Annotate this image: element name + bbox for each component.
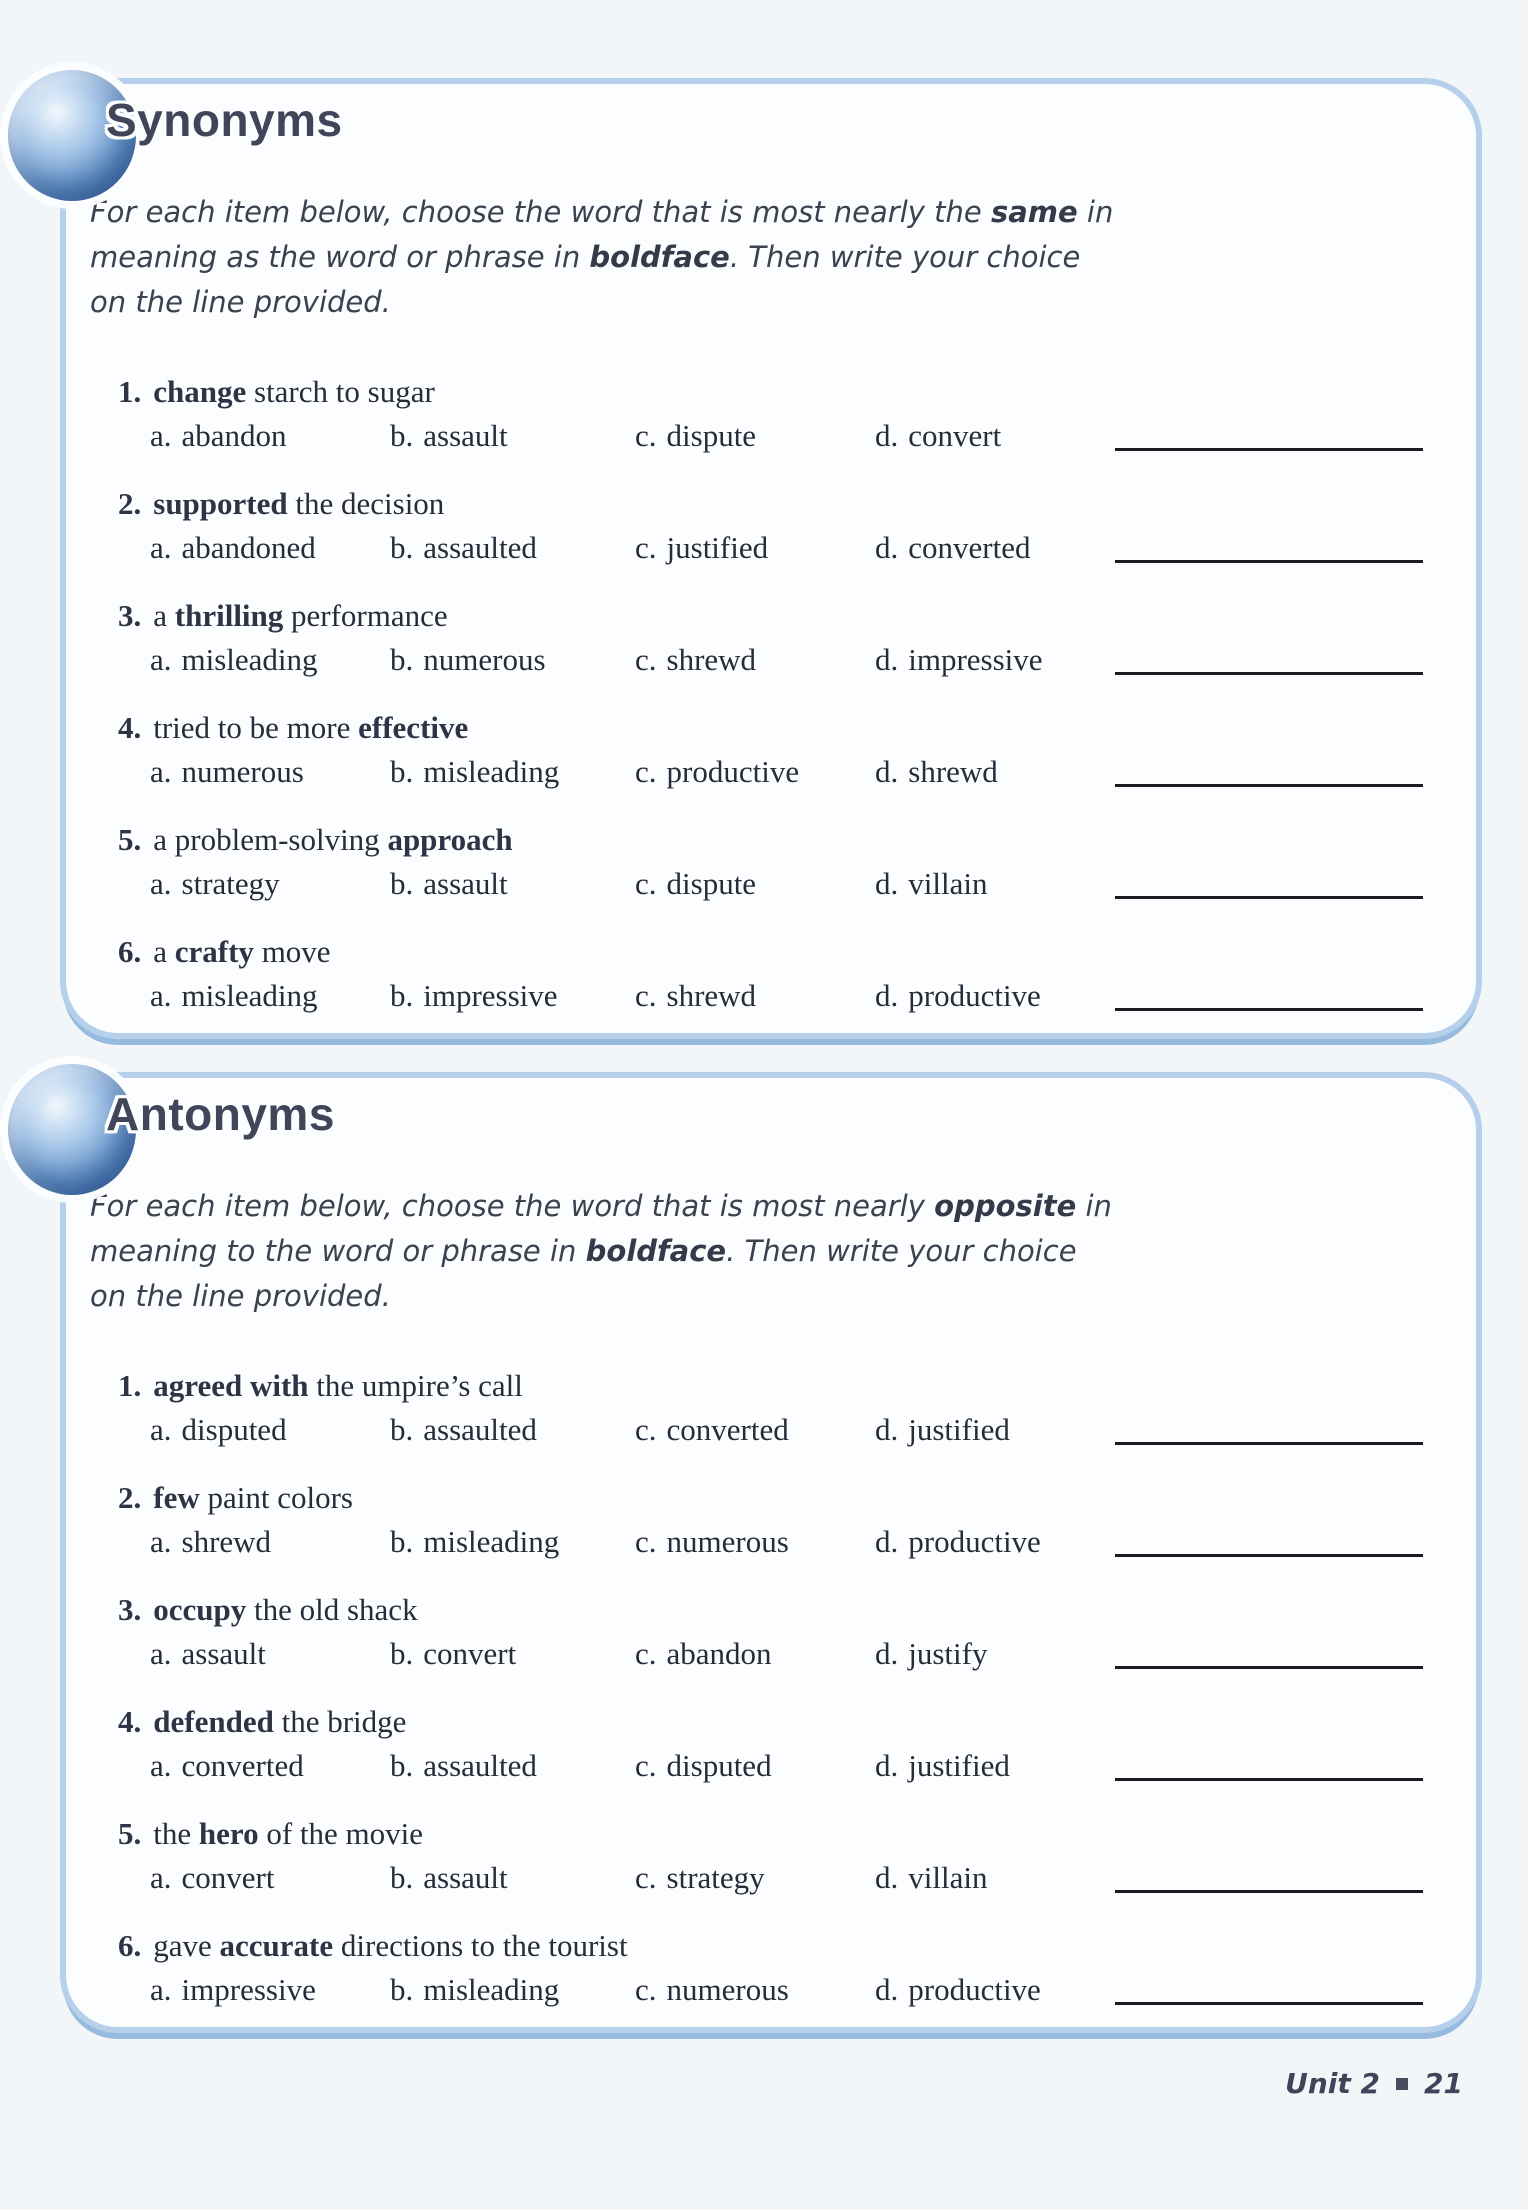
answer-option bbox=[390, 1520, 635, 1564]
option-word: numerous bbox=[666, 1524, 789, 1559]
option-word: numerous bbox=[181, 754, 304, 789]
option-letter: b. bbox=[390, 1860, 414, 1895]
option-word: converted bbox=[666, 1412, 789, 1447]
answer-line bbox=[1115, 1442, 1423, 1445]
answer-option bbox=[875, 1408, 1115, 1452]
question-text bbox=[153, 374, 435, 409]
text-segment: of the movie bbox=[258, 1816, 424, 1851]
section-title: Synonyms bbox=[106, 94, 343, 146]
option-word: shrewd bbox=[666, 642, 757, 677]
question-prompt bbox=[118, 370, 1476, 414]
option-word: assaulted bbox=[423, 1412, 537, 1447]
answer-option bbox=[390, 750, 635, 794]
bold-text-segment: crafty bbox=[174, 934, 254, 969]
exercise-section-box bbox=[60, 1072, 1482, 2033]
answer-option bbox=[390, 1744, 635, 1788]
option-word: convert bbox=[181, 1860, 275, 1895]
option-word: assault bbox=[423, 1860, 508, 1895]
question-text bbox=[153, 1592, 417, 1627]
answer-option bbox=[635, 1744, 875, 1788]
answer-option bbox=[875, 638, 1115, 682]
question-text bbox=[153, 822, 512, 857]
answer-option bbox=[635, 750, 875, 794]
option-letter: d. bbox=[875, 418, 899, 453]
option-letter: a. bbox=[150, 530, 172, 565]
answer-option bbox=[635, 414, 875, 458]
question-number: 4. bbox=[118, 1704, 142, 1739]
section-instructions bbox=[90, 1184, 1476, 1319]
answer-option bbox=[635, 638, 875, 682]
page-footer bbox=[0, 2067, 1463, 2100]
option-letter: b. bbox=[390, 978, 414, 1013]
bold-text-segment: accurate bbox=[219, 1928, 334, 1963]
option-word: strategy bbox=[666, 1860, 765, 1895]
question-number: 2. bbox=[118, 1480, 142, 1515]
option-letter: b. bbox=[390, 1748, 414, 1783]
question-item bbox=[66, 706, 1476, 794]
option-letter: a. bbox=[150, 1524, 172, 1559]
answer-option bbox=[635, 862, 875, 906]
option-letter: d. bbox=[875, 1636, 899, 1671]
bold-text-segment: supported bbox=[153, 486, 288, 521]
option-word: shrewd bbox=[181, 1524, 272, 1559]
question-number: 3. bbox=[118, 598, 142, 633]
option-letter: a. bbox=[150, 1412, 172, 1447]
answer-option bbox=[150, 750, 390, 794]
question-number: 6. bbox=[118, 1928, 142, 1963]
answer-option bbox=[875, 750, 1115, 794]
worksheet-page bbox=[0, 78, 1528, 2210]
text-segment: a problem-solving bbox=[153, 822, 388, 857]
option-word: abandoned bbox=[181, 530, 316, 565]
question-prompt bbox=[118, 1812, 1476, 1856]
answer-option bbox=[150, 414, 390, 458]
option-letter: a. bbox=[150, 866, 172, 901]
text-segment: performance bbox=[283, 598, 448, 633]
answer-option bbox=[150, 862, 390, 906]
option-word: strategy bbox=[181, 866, 280, 901]
option-word: justified bbox=[908, 1412, 1010, 1447]
option-word: convert bbox=[908, 418, 1002, 453]
question-item bbox=[66, 1588, 1476, 1676]
option-word: disputed bbox=[181, 1412, 287, 1447]
text-segment: directions to the tourist bbox=[333, 1928, 628, 1963]
option-letter: b. bbox=[390, 1524, 414, 1559]
question-item bbox=[66, 1476, 1476, 1564]
option-word: productive bbox=[908, 978, 1041, 1013]
answer-line bbox=[1115, 1890, 1423, 1893]
bold-text-segment: hero bbox=[198, 1816, 259, 1851]
text-segment: meaning to the word or phrase in bbox=[90, 1234, 586, 1268]
option-letter: d. bbox=[875, 642, 899, 677]
option-letter: a. bbox=[150, 1748, 172, 1783]
answer-option bbox=[390, 1408, 635, 1452]
bold-text-segment: change bbox=[153, 374, 247, 409]
option-letter: a. bbox=[150, 978, 172, 1013]
option-letter: a. bbox=[150, 1972, 172, 2007]
worksheet-body bbox=[0, 78, 1528, 2033]
option-letter: b. bbox=[390, 1412, 414, 1447]
text-segment: the umpire’s call bbox=[308, 1368, 523, 1403]
answer-option bbox=[150, 1968, 390, 2012]
option-letter: a. bbox=[150, 418, 172, 453]
option-word: abandon bbox=[181, 418, 287, 453]
option-word: converted bbox=[181, 1748, 304, 1783]
answer-option bbox=[390, 1856, 635, 1900]
option-word: shrewd bbox=[908, 754, 998, 789]
option-letter: d. bbox=[875, 1860, 899, 1895]
instruction-line bbox=[90, 235, 1476, 280]
text-segment: in bbox=[1077, 195, 1114, 229]
option-letter: d. bbox=[875, 978, 899, 1013]
option-letter: b. bbox=[390, 1636, 414, 1671]
option-word: converted bbox=[908, 530, 1031, 565]
answer-option bbox=[390, 1632, 635, 1676]
instruction-line bbox=[90, 280, 1476, 325]
option-letter: c. bbox=[635, 1636, 657, 1671]
answer-option bbox=[150, 526, 390, 570]
answer-line bbox=[1115, 896, 1423, 899]
question-item bbox=[66, 1812, 1476, 1900]
text-segment: on the line provided. bbox=[90, 285, 391, 319]
option-word: misleading bbox=[423, 754, 560, 789]
question-options-row bbox=[150, 1632, 1476, 1676]
option-word: disputed bbox=[666, 1748, 772, 1783]
answer-option bbox=[875, 1744, 1115, 1788]
answer-line bbox=[1115, 672, 1423, 675]
question-item bbox=[66, 930, 1476, 1018]
section-instructions bbox=[90, 190, 1476, 325]
option-letter: a. bbox=[150, 754, 172, 789]
exercise-section-box bbox=[60, 78, 1482, 1039]
instruction-line bbox=[90, 1229, 1476, 1274]
answer-line bbox=[1115, 2002, 1423, 2005]
question-item bbox=[66, 594, 1476, 682]
option-letter: b. bbox=[390, 1972, 414, 2007]
option-word: assaulted bbox=[423, 1748, 537, 1783]
question-item bbox=[66, 370, 1476, 458]
text-segment: the old shack bbox=[246, 1592, 418, 1627]
question-text bbox=[153, 1480, 353, 1515]
text-segment: gave bbox=[153, 1928, 220, 1963]
option-word: assaulted bbox=[423, 530, 537, 565]
option-letter: b. bbox=[390, 754, 414, 789]
option-letter: b. bbox=[390, 642, 414, 677]
option-word: villain bbox=[908, 1860, 988, 1895]
question-options-row bbox=[150, 750, 1476, 794]
answer-option bbox=[390, 862, 635, 906]
option-letter: d. bbox=[875, 1748, 899, 1783]
answer-line bbox=[1115, 1008, 1423, 1011]
footer-page-number: 21 bbox=[1424, 2067, 1463, 2100]
option-word: assault bbox=[423, 866, 508, 901]
answer-line bbox=[1115, 1554, 1423, 1557]
option-letter: c. bbox=[635, 1860, 657, 1895]
answer-option bbox=[875, 526, 1115, 570]
question-number: 4. bbox=[118, 710, 142, 745]
option-letter: a. bbox=[150, 1860, 172, 1895]
instruction-line bbox=[90, 190, 1476, 235]
question-number: 5. bbox=[118, 1816, 142, 1851]
bold-text-segment: defended bbox=[153, 1704, 274, 1739]
option-word: impressive bbox=[908, 642, 1043, 677]
answer-option bbox=[635, 1968, 875, 2012]
text-segment: a bbox=[153, 598, 175, 633]
option-letter: c. bbox=[635, 866, 657, 901]
question-prompt bbox=[118, 482, 1476, 526]
text-segment: paint colors bbox=[199, 1480, 353, 1515]
question-number: 6. bbox=[118, 934, 142, 969]
text-segment: a bbox=[153, 934, 175, 969]
question-list bbox=[66, 1364, 1476, 2012]
question-text bbox=[153, 710, 468, 745]
question-item bbox=[66, 482, 1476, 570]
answer-option bbox=[875, 974, 1115, 1018]
footer-unit-label: Unit 2 bbox=[1285, 2067, 1381, 2100]
answer-option bbox=[635, 1856, 875, 1900]
answer-option bbox=[150, 974, 390, 1018]
text-segment: For each item below, choose the word that is most nearly bbox=[90, 1189, 935, 1223]
option-letter: c. bbox=[635, 978, 657, 1013]
question-options-row bbox=[150, 1968, 1476, 2012]
option-letter: a. bbox=[150, 1636, 172, 1671]
question-prompt bbox=[118, 1924, 1476, 1968]
option-word: misleading bbox=[181, 642, 318, 677]
question-prompt bbox=[118, 1364, 1476, 1408]
text-segment: For each item below, choose the word that is most nearly the bbox=[90, 195, 991, 229]
text-segment: the decision bbox=[287, 486, 445, 521]
option-word: impressive bbox=[181, 1972, 316, 2007]
option-letter: c. bbox=[635, 530, 657, 565]
answer-option bbox=[635, 1632, 875, 1676]
bold-text-segment: opposite bbox=[934, 1189, 1077, 1223]
bold-text-segment: few bbox=[153, 1480, 200, 1515]
question-number: 2. bbox=[118, 486, 142, 521]
answer-option bbox=[390, 1968, 635, 2012]
option-letter: c. bbox=[635, 1524, 657, 1559]
option-word: impressive bbox=[423, 978, 558, 1013]
option-word: productive bbox=[908, 1972, 1041, 2007]
answer-option bbox=[150, 1632, 390, 1676]
option-letter: c. bbox=[635, 418, 657, 453]
option-letter: d. bbox=[875, 1412, 899, 1447]
question-item bbox=[66, 818, 1476, 906]
question-prompt bbox=[118, 594, 1476, 638]
option-letter: c. bbox=[635, 754, 657, 789]
instruction-line bbox=[90, 1274, 1476, 1319]
question-prompt bbox=[118, 1700, 1476, 1744]
answer-line bbox=[1115, 784, 1423, 787]
instruction-line bbox=[90, 1184, 1476, 1229]
answer-option bbox=[390, 638, 635, 682]
option-word: abandon bbox=[666, 1636, 772, 1671]
question-text bbox=[153, 1368, 523, 1403]
option-word: productive bbox=[666, 754, 800, 789]
text-segment: meaning as the word or phrase in bbox=[90, 240, 590, 274]
answer-option bbox=[875, 1856, 1115, 1900]
answer-option bbox=[875, 1520, 1115, 1564]
option-letter: b. bbox=[390, 866, 414, 901]
question-options-row bbox=[150, 1408, 1476, 1452]
answer-option bbox=[635, 1520, 875, 1564]
question-options-row bbox=[150, 974, 1476, 1018]
question-number: 5. bbox=[118, 822, 142, 857]
option-word: productive bbox=[908, 1524, 1041, 1559]
option-letter: d. bbox=[875, 1524, 899, 1559]
text-segment: tried to be more bbox=[153, 710, 359, 745]
text-segment: the bbox=[153, 1816, 199, 1851]
text-segment: the bridge bbox=[273, 1704, 407, 1739]
question-prompt bbox=[118, 706, 1476, 750]
text-segment: starch to sugar bbox=[246, 374, 435, 409]
square-bullet-icon bbox=[1396, 2078, 1408, 2090]
option-word: dispute bbox=[666, 418, 757, 453]
option-letter: b. bbox=[390, 530, 414, 565]
option-word: shrewd bbox=[666, 978, 757, 1013]
answer-option bbox=[390, 414, 635, 458]
text-segment: on the line provided. bbox=[90, 1279, 391, 1313]
option-letter: c. bbox=[635, 1748, 657, 1783]
question-options-row bbox=[150, 1744, 1476, 1788]
option-word: dispute bbox=[666, 866, 757, 901]
option-word: numerous bbox=[423, 642, 546, 677]
answer-option bbox=[635, 526, 875, 570]
question-options-row bbox=[150, 862, 1476, 906]
question-options-row bbox=[150, 638, 1476, 682]
bold-text-segment: agreed with bbox=[153, 1368, 309, 1403]
bold-text-segment: boldface bbox=[589, 240, 730, 274]
option-letter: a. bbox=[150, 642, 172, 677]
bold-text-segment: same bbox=[990, 195, 1078, 229]
answer-option bbox=[150, 1408, 390, 1452]
question-prompt bbox=[118, 1588, 1476, 1632]
option-word: convert bbox=[423, 1636, 517, 1671]
question-text bbox=[153, 1816, 423, 1851]
bold-text-segment: occupy bbox=[153, 1592, 247, 1627]
question-prompt bbox=[118, 818, 1476, 862]
answer-option bbox=[150, 1856, 390, 1900]
bold-text-segment: approach bbox=[387, 822, 513, 857]
answer-option bbox=[875, 1968, 1115, 2012]
option-letter: b. bbox=[390, 418, 414, 453]
question-item bbox=[66, 1700, 1476, 1788]
answer-option bbox=[150, 638, 390, 682]
answer-option bbox=[390, 974, 635, 1018]
question-number: 3. bbox=[118, 1592, 142, 1627]
option-word: justify bbox=[908, 1636, 988, 1671]
option-word: assault bbox=[181, 1636, 266, 1671]
option-word: justified bbox=[908, 1748, 1010, 1783]
question-text bbox=[153, 1704, 406, 1739]
text-segment: move bbox=[253, 934, 331, 969]
question-item bbox=[66, 1924, 1476, 2012]
question-text bbox=[153, 934, 330, 969]
question-text bbox=[153, 598, 447, 633]
answer-option bbox=[875, 414, 1115, 458]
question-text bbox=[153, 1928, 627, 1963]
option-word: assault bbox=[423, 418, 508, 453]
answer-option bbox=[150, 1744, 390, 1788]
option-letter: c. bbox=[635, 642, 657, 677]
answer-option bbox=[635, 974, 875, 1018]
question-list bbox=[66, 370, 1476, 1018]
answer-line bbox=[1115, 1666, 1423, 1669]
question-options-row bbox=[150, 414, 1476, 458]
option-word: misleading bbox=[423, 1524, 560, 1559]
option-word: numerous bbox=[666, 1972, 789, 2007]
answer-line bbox=[1115, 1778, 1423, 1781]
text-segment: . Then write your choice bbox=[729, 240, 1081, 274]
option-word: justified bbox=[666, 530, 769, 565]
question-prompt bbox=[118, 1476, 1476, 1520]
answer-option bbox=[875, 1632, 1115, 1676]
section-title: Antonyms bbox=[106, 1088, 335, 1140]
question-prompt bbox=[118, 930, 1476, 974]
answer-line bbox=[1115, 560, 1423, 563]
option-word: misleading bbox=[423, 1972, 560, 2007]
option-letter: c. bbox=[635, 1972, 657, 2007]
question-options-row bbox=[150, 526, 1476, 570]
answer-option bbox=[875, 862, 1115, 906]
option-word: villain bbox=[908, 866, 988, 901]
question-number: 1. bbox=[118, 374, 142, 409]
option-letter: d. bbox=[875, 866, 899, 901]
question-options-row bbox=[150, 1520, 1476, 1564]
answer-line bbox=[1115, 448, 1423, 451]
question-text bbox=[153, 486, 444, 521]
question-options-row bbox=[150, 1856, 1476, 1900]
text-segment: . Then write your choice bbox=[726, 1234, 1077, 1268]
answer-option bbox=[635, 1408, 875, 1452]
answer-option bbox=[390, 526, 635, 570]
question-item bbox=[66, 1364, 1476, 1452]
text-segment: in bbox=[1076, 1189, 1112, 1223]
option-word: misleading bbox=[181, 978, 318, 1013]
option-letter: d. bbox=[875, 1972, 899, 2007]
bold-text-segment: effective bbox=[358, 710, 469, 745]
bold-text-segment: thrilling bbox=[174, 598, 284, 633]
answer-option bbox=[150, 1520, 390, 1564]
question-number: 1. bbox=[118, 1368, 142, 1403]
option-letter: d. bbox=[875, 754, 899, 789]
bold-text-segment: boldface bbox=[585, 1234, 727, 1268]
option-letter: d. bbox=[875, 530, 899, 565]
option-letter: c. bbox=[635, 1412, 657, 1447]
